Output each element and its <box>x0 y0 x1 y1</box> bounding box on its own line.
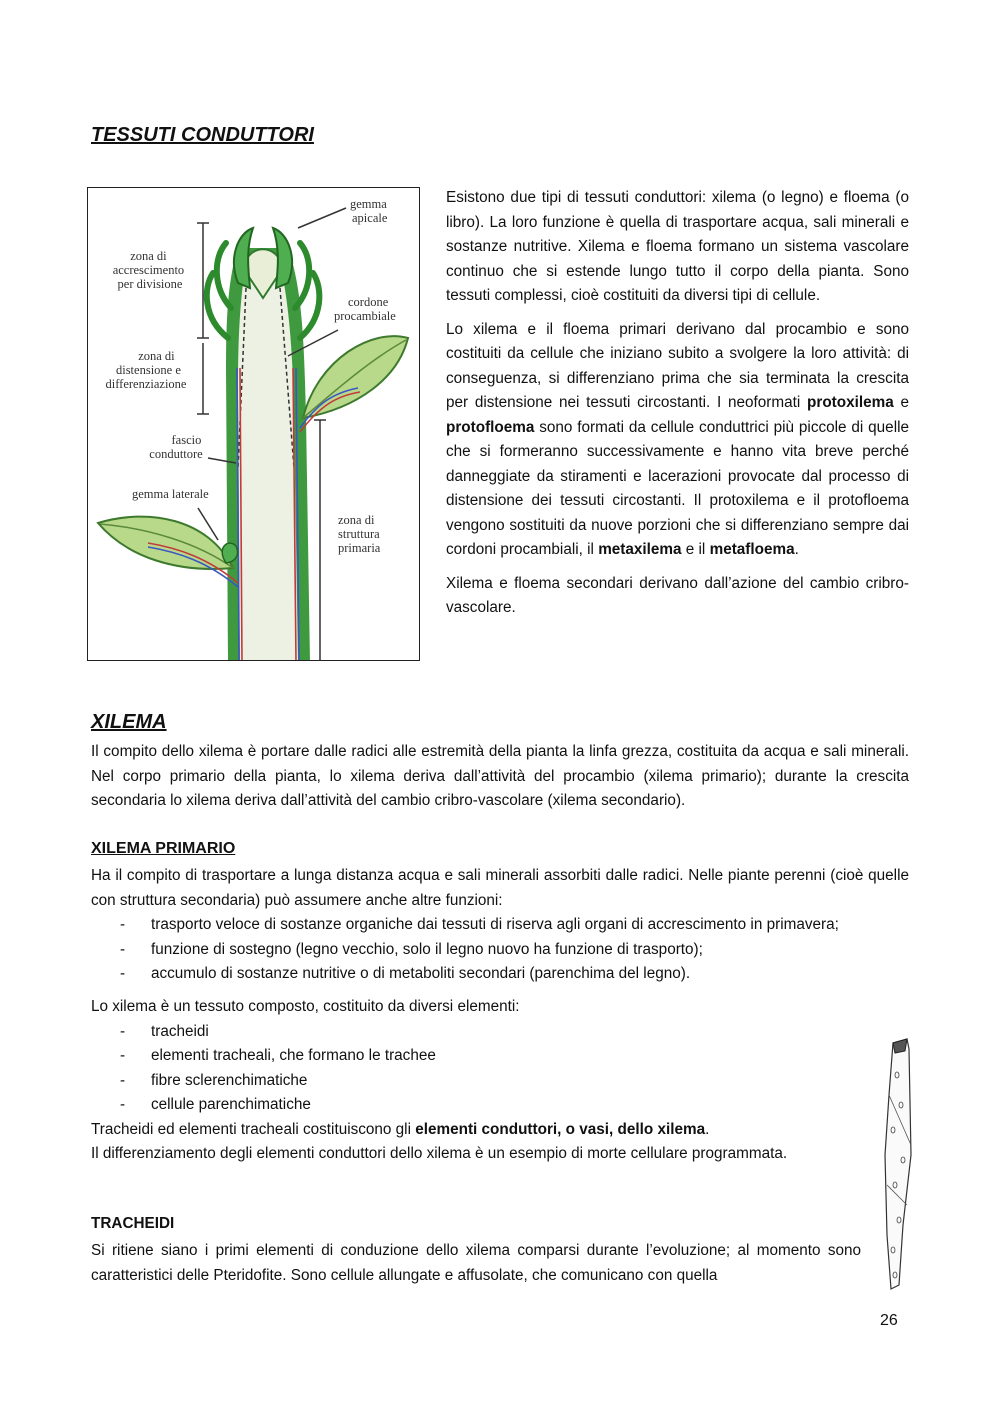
label-zona-distensione: zona di distensione e differenziazione <box>105 349 187 391</box>
plant-apex-figure <box>87 187 420 661</box>
label-zona-accrescimento: zona di accrescimento per divisione <box>112 249 185 291</box>
conductors-sentence: Tracheidi ed elementi tracheali costituiscono gli elementi conduttori, o vasi, dello xilema. <box>91 1120 710 1138</box>
xilema-primario-title: XILEMA PRIMARIO <box>91 840 236 857</box>
list-item: - elementi tracheali, che formano le trachee <box>91 1044 861 1069</box>
elements-list <box>91 1020 861 1118</box>
elements-block: Lo xilema è un tessuto composto, costituito da diversi elementi: - tracheidi - elementi tracheali, che formano le trachee - fibre sclerenchimatiche - cellule parenchimatiche Tracheidi ed elementi tracheali costituiscono gli elementi conduttori, o vasi, dello xilema. Il differenziamento degli elementi conduttori dello xilema è un esempio di morte cellulare programmata. <box>91 995 861 1167</box>
intro-text <box>446 186 909 630</box>
list-item: - accumulo di sostanze nutritive o di metaboliti secondari (parenchima del legno). <box>91 962 909 987</box>
tracheidi-text: Si ritiene siano i primi elementi di conduzione dello xilema comparsi durante l’evoluzione; al momento sono caratteristici delle Pteridofite. Sono cellule allungate e affusolate, che comunicano con quella <box>91 1242 861 1284</box>
tracheidi-title: TRACHEIDI <box>91 1215 175 1232</box>
tracheid-illustration <box>873 1035 923 1295</box>
plant-apex-illustration <box>88 188 420 661</box>
label-zona-struttura: zona di struttura primaria <box>338 513 381 555</box>
label-cordone-procambiale: cordone procambiale <box>334 295 396 323</box>
xilema-primario-text: Ha il compito di trasportare a lunga distanza acqua e sali minerali assorbiti dalle radici. Nelle piante perenni (cioè quelle con struttura secondaria) può assumere anche altre funzioni: - trasporto veloce di sostanze organiche dai tessuti di riserva agli organi di accrescimento in primavera; - funzione di sostegno (legno vecchio, solo il legno nuovo ha funzione di trasporto); - accumulo di sostanze nutritive o di metaboliti secondari (parenchima del legno). <box>91 864 909 987</box>
list-item: - trasporto veloce di sostanze organiche dai tessuti di riserva agli organi di accrescimento in primavera; <box>91 913 909 938</box>
list-item: - tracheidi <box>91 1020 861 1045</box>
xilema-text: Il compito dello xilema è portare dalle radici alle estremità della pianta la linfa grezza, costituita da acqua e sali minerali. Nel corpo primario della pianta, lo xilema deriva dall’attività del procambio (xilema primario); durante la crescita secondaria lo xilema deriva dall’attività del cambio cribro-vascolare (xilema secondario). <box>91 743 909 809</box>
intro-paragraph-1: Esistono due tipi di tessuti conduttori: xilema (o legno) e floema (o libro). La loro funzione è quella di trasportare acqua, sali minerali e sostanze nutritive. Xilema e floema formano un sistema vascolare continuo che si estende lungo tutto il corpo della pianta. Sono tessuti complessi, cioè costituiti da diversi tipi di cellule. <box>446 189 909 304</box>
page-number: 26 <box>880 1312 898 1329</box>
death-sentence: Il differenziamento degli elementi conduttori dello xilema è un esempio di morte cellulare programmata. <box>91 1145 788 1162</box>
functions-list <box>91 913 909 987</box>
label-gemma-laterale: gemma laterale <box>132 487 209 501</box>
xilema-title: XILEMA <box>91 711 167 733</box>
list-item: - cellule parenchimatiche <box>91 1093 861 1118</box>
label-fascio-conduttore: fascio conduttore <box>149 433 203 461</box>
section-title: TESSUTI CONDUTTORI <box>91 124 314 146</box>
label-gemma-apicale: gemma apicale <box>350 197 388 225</box>
list-item: - fibre sclerenchimatiche <box>91 1069 861 1094</box>
intro-paragraph-3: Xilema e floema secondari derivano dall’azione del cambio cribro-vascolare. <box>446 574 909 616</box>
list-item: - funzione di sostegno (legno vecchio, solo il legno nuovo ha funzione di trasporto); <box>91 938 909 963</box>
intro-paragraph-2: Lo xilema e il floema primari derivano dal procambio e sono costituiti da cellule che iniziano subito a svolgere la loro attività: di conseguenza, si differenziano prima che sia terminata la crescita per distensione nei tessuti circostanti. I neoformati protoxilema e protofloema sono formati da cellule conduttrici più piccole di quelle che si formeranno successivamente e hanno vita breve perché danneggiate da stiramenti e lacerazioni provocate dal processo di distensione dei tessuti circostanti. Il protoxilema e il protofloema vengono sostituiti da nuove porzioni che si differenziano sempre dai cordoni procambiali, il metaxilema e il metafloema. <box>446 320 909 558</box>
